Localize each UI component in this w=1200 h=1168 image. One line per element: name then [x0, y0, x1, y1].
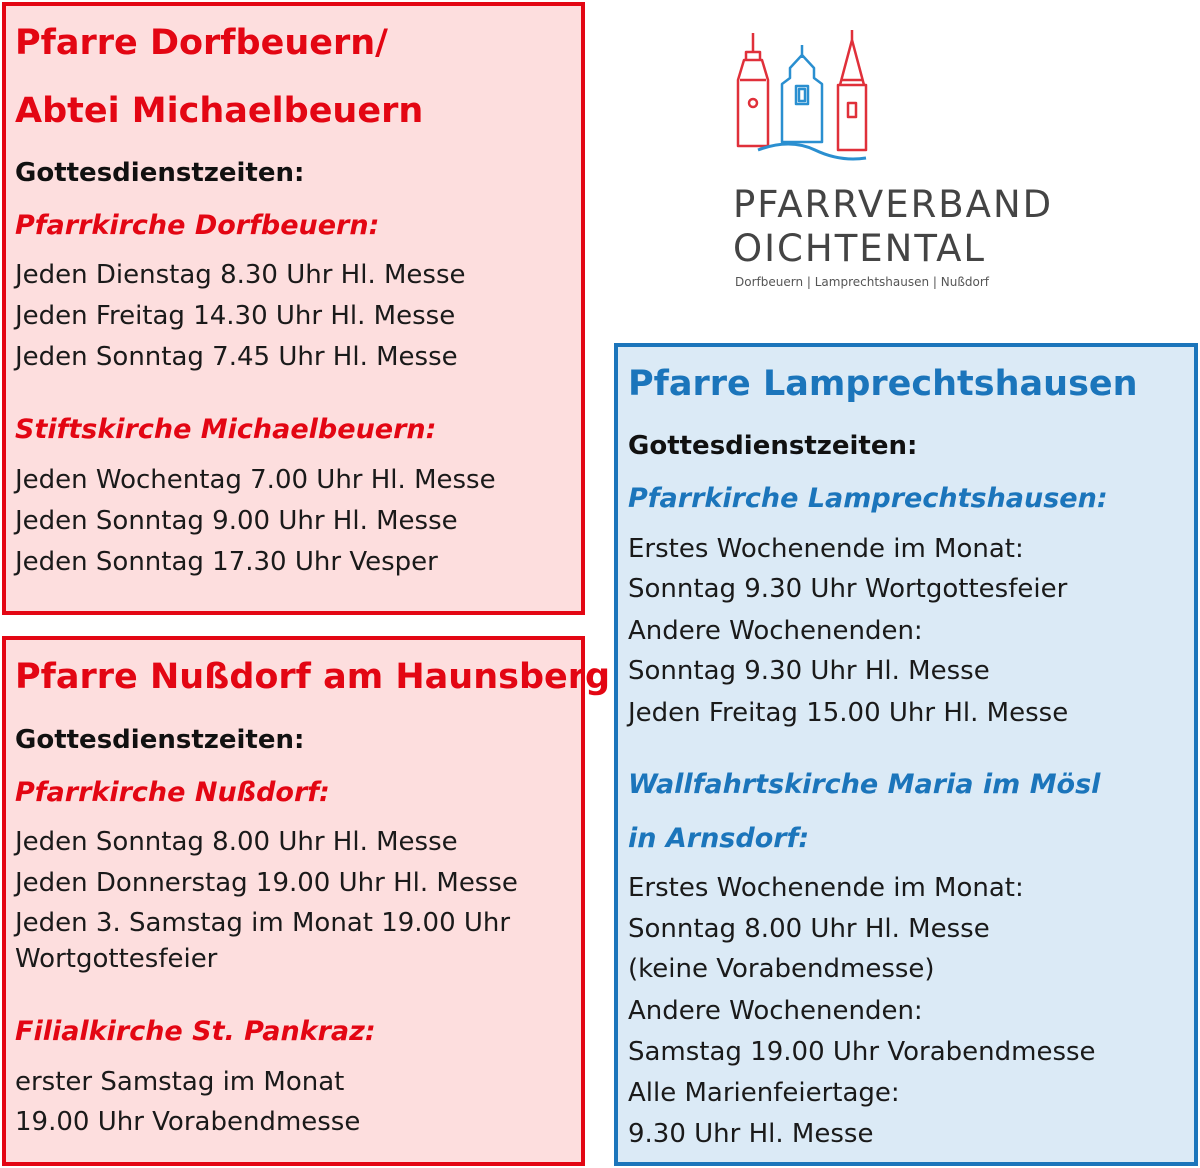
- schedule-line: 19.00 Uhr Vorabendmesse: [15, 1107, 361, 1137]
- schedule-line: 9.30 Uhr Hl. Messe: [628, 1119, 874, 1149]
- dorfbeuern-church2-heading: Stiftskirche Michaelbeuern:: [15, 414, 437, 445]
- nussdorf-church1-heading: Pfarrkirche Nußdorf:: [15, 777, 330, 808]
- nussdorf-subtitle: Gottesdienstzeiten:: [15, 725, 305, 755]
- red-church-spire-icon: [838, 30, 866, 150]
- schedule-line: Sonntag 9.30 Uhr Wortgottesfeier: [628, 574, 1068, 604]
- lamprechtshausen-subtitle: Gottesdienstzeiten:: [628, 431, 918, 461]
- schedule-line: Erstes Wochenende im Monat:: [628, 534, 1024, 564]
- logo-line2: OICHTENTAL: [733, 227, 987, 270]
- nussdorf-church2-heading: Filialkirche St. Pankraz:: [15, 1016, 376, 1047]
- schedule-line: Samstag 19.00 Uhr Vorabendmesse: [628, 1037, 1096, 1067]
- schedule-line: Jeden Sonntag 17.30 Uhr Vesper: [15, 547, 438, 577]
- dorfbeuern-subtitle: Gottesdienstzeiten:: [15, 158, 305, 188]
- schedule-line: Andere Wochenenden:: [628, 616, 923, 646]
- schedule-line: Alle Marienfeiertage:: [628, 1078, 900, 1108]
- schedule-line: Jeden Donnerstag 19.00 Uhr Hl. Messe: [15, 868, 518, 898]
- schedule-line: Jeden Wochentag 7.00 Uhr Hl. Messe: [15, 465, 496, 495]
- dorfbeuern-title-line1: Pfarre Dorfbeuern/: [15, 23, 388, 63]
- schedule-line: Jeden Sonntag 8.00 Uhr Hl. Messe: [15, 827, 458, 857]
- lamprechtshausen-church1-heading: Pfarrkirche Lamprechtshausen:: [628, 483, 1108, 514]
- schedule-line: Jeden Dienstag 8.30 Uhr Hl. Messe: [15, 260, 466, 290]
- nussdorf-title: Pfarre Nußdorf am Haunsberg: [15, 657, 611, 697]
- blue-church-tower-icon: [782, 45, 822, 142]
- lamprechtshausen-title: Pfarre Lamprechtshausen: [628, 364, 1138, 404]
- schedule-line: Jeden Sonntag 7.45 Uhr Hl. Messe: [15, 342, 458, 372]
- logo-line3: Dorfbeuern | Lamprechtshausen | Nußdorf: [735, 275, 990, 289]
- schedule-line: Jeden Freitag 14.30 Uhr Hl. Messe: [15, 301, 456, 331]
- schedule-line: erster Samstag im Monat: [15, 1067, 345, 1097]
- schedule-line: (keine Vorabendmesse): [628, 954, 935, 984]
- schedule-line: Erstes Wochenende im Monat:: [628, 873, 1024, 903]
- dorfbeuern-church1-heading: Pfarrkirche Dorfbeuern:: [15, 210, 380, 241]
- lamprechtshausen-church2-heading-line2: in Arnsdorf:: [628, 823, 810, 854]
- schedule-line: Andere Wochenenden:: [628, 996, 923, 1026]
- logo-line1: PFARRVERBAND: [733, 183, 1054, 226]
- schedule-line: Sonntag 8.00 Uhr Hl. Messe: [628, 914, 990, 944]
- schedule-line: Sonntag 9.30 Uhr Hl. Messe: [628, 656, 990, 686]
- schedule-line: Wortgottesfeier: [15, 944, 218, 974]
- schedule-line: Jeden 3. Samstag im Monat 19.00 Uhr: [15, 908, 511, 938]
- dorfbeuern-title-line2: Abtei Michaelbeuern: [15, 91, 424, 131]
- schedule-line: Jeden Freitag 15.00 Uhr Hl. Messe: [628, 698, 1069, 728]
- river-wave-icon: [758, 144, 866, 159]
- schedule-line: Jeden Sonntag 9.00 Uhr Hl. Messe: [15, 506, 458, 536]
- lamprechtshausen-church2-heading-line1: Wallfahrtskirche Maria im Mösl: [628, 769, 1101, 800]
- red-church-tower-icon: [738, 33, 768, 146]
